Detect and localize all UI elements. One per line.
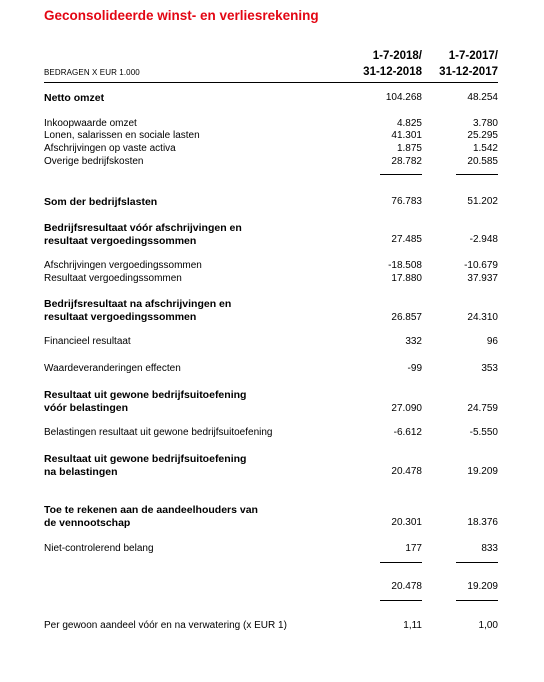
- row-value-2017: 48.254: [467, 92, 498, 103]
- row-label-inkoopwaarde: Inkoopwaarde omzet: [44, 118, 137, 129]
- row-value-2018: -99: [407, 363, 422, 374]
- row-value-2017: 19.209: [467, 466, 498, 477]
- column-header-2017-line2: 31-12-2017: [439, 66, 498, 78]
- statement-title: Geconsolideerde winst- en verliesrekening: [44, 8, 319, 23]
- total-value-2018: 20.478: [391, 581, 422, 592]
- row-label-resultaat-vergoedingssommen: Resultaat vergoedingssommen: [44, 273, 182, 284]
- row-value-2018: 26.857: [391, 312, 422, 323]
- row-label-waardeveranderingen: Waardeveranderingen effecten: [44, 363, 181, 374]
- row-value-2018: 41.301: [391, 130, 422, 141]
- row-label-financieel-resultaat: Financieel resultaat: [44, 336, 131, 347]
- subtotal-rule: [380, 562, 422, 563]
- row-value-2018: 1,11: [403, 620, 422, 631]
- row-label-resultaat-na-belastingen: Resultaat uit gewone bedrijfsuitoefening: [44, 453, 247, 465]
- row-label-bedrijfsresultaat-na-line2: resultaat vergoedingssommen: [44, 311, 197, 323]
- row-label-toe-te-rekenen: Toe te rekenen aan de aandeelhouders van: [44, 504, 258, 516]
- subtotal-rule: [380, 174, 422, 175]
- row-value-2018: 104.268: [385, 92, 422, 103]
- row-value-2018: 27.090: [391, 403, 422, 414]
- total-rule: [456, 600, 498, 601]
- row-value-2018: 332: [405, 336, 422, 347]
- row-label-belastingen: Belastingen resultaat uit gewone bedrijfsuitoefening: [44, 427, 273, 438]
- row-value-2018: 76.783: [391, 196, 422, 207]
- row-label-resultaat-voor-belastingen: Resultaat uit gewone bedrijfsuitoefening: [44, 389, 247, 401]
- row-value-2017: 1.542: [472, 143, 498, 154]
- row-value-2018: 177: [405, 543, 422, 554]
- unit-label: BEDRAGEN X EUR 1.000: [44, 68, 140, 77]
- row-value-2017: 833: [481, 543, 498, 554]
- row-value-2017: 24.759: [467, 403, 498, 414]
- row-value-2018: 28.782: [391, 156, 422, 167]
- row-value-2017: 353: [481, 363, 498, 374]
- row-label-resultaat-na-belastingen-line2: na belastingen: [44, 466, 118, 478]
- row-label-lonen: Lonen, salarissen en sociale lasten: [44, 130, 200, 141]
- row-value-2018: 20.301: [391, 517, 422, 528]
- row-value-2018: -18.508: [388, 260, 422, 271]
- row-label-overige-kosten: Overige bedrijfskosten: [44, 156, 144, 167]
- column-header-2017-line1: 1-7-2017/: [448, 50, 498, 62]
- row-value-2018: 4.825: [396, 118, 422, 129]
- row-value-2018: -6.612: [393, 427, 422, 438]
- row-value-2017: 51.202: [467, 196, 498, 207]
- header-divider: [44, 82, 498, 83]
- row-value-2018: 17.880: [391, 273, 422, 284]
- row-label-resultaat-voor-belastingen-line2: vóór belastingen: [44, 402, 129, 414]
- row-label-som-bedrijfslasten: Som der bedrijfslasten: [44, 196, 158, 208]
- total-value-2017: 19.209: [467, 581, 498, 592]
- row-label-bedrijfsresultaat-voor-line2: resultaat vergoedingssommen: [44, 235, 197, 247]
- row-label-afschrijvingen: Afschrijvingen op vaste activa: [44, 143, 176, 154]
- row-value-2018: 27.485: [391, 234, 422, 245]
- row-value-2017: 37.937: [467, 273, 498, 284]
- row-label-bedrijfsresultaat-voor: Bedrijfsresultaat vóór afschrijvingen en: [44, 222, 242, 234]
- row-label-bedrijfsresultaat-na: Bedrijfsresultaat na afschrijvingen en: [44, 298, 232, 310]
- row-value-2017: 20.585: [467, 156, 498, 167]
- total-rule: [380, 600, 422, 601]
- row-label-netto-omzet: Netto omzet: [44, 92, 105, 104]
- row-value-2017: -10.679: [464, 260, 498, 271]
- row-label-afschrijvingen-vergoedingssommen: Afschrijvingen vergoedingssommen: [44, 260, 202, 271]
- row-value-2017: 24.310: [467, 312, 498, 323]
- row-value-2017: 96: [486, 336, 498, 347]
- row-value-2018: 1.875: [396, 143, 422, 154]
- row-value-2017: 25.295: [467, 130, 498, 141]
- row-label-per-aandeel: Per gewoon aandeel vóór en na verwatering (x EUR 1): [44, 620, 287, 631]
- row-value-2018: 20.478: [391, 466, 422, 477]
- subtotal-rule: [456, 174, 498, 175]
- subtotal-rule: [456, 562, 498, 563]
- row-value-2017: 18.376: [467, 517, 498, 528]
- row-label-toe-te-rekenen-line2: de vennootschap: [44, 517, 131, 529]
- column-header-2018-line2: 31-12-2018: [363, 66, 422, 78]
- row-value-2017: -2.948: [469, 234, 498, 245]
- row-value-2017: 1,00: [478, 620, 498, 631]
- row-label-niet-controlerend-belang: Niet-controlerend belang: [44, 543, 154, 554]
- row-value-2017: 3.780: [472, 118, 498, 129]
- row-value-2017: -5.550: [469, 427, 498, 438]
- column-header-2018-line1: 1-7-2018/: [372, 50, 422, 62]
